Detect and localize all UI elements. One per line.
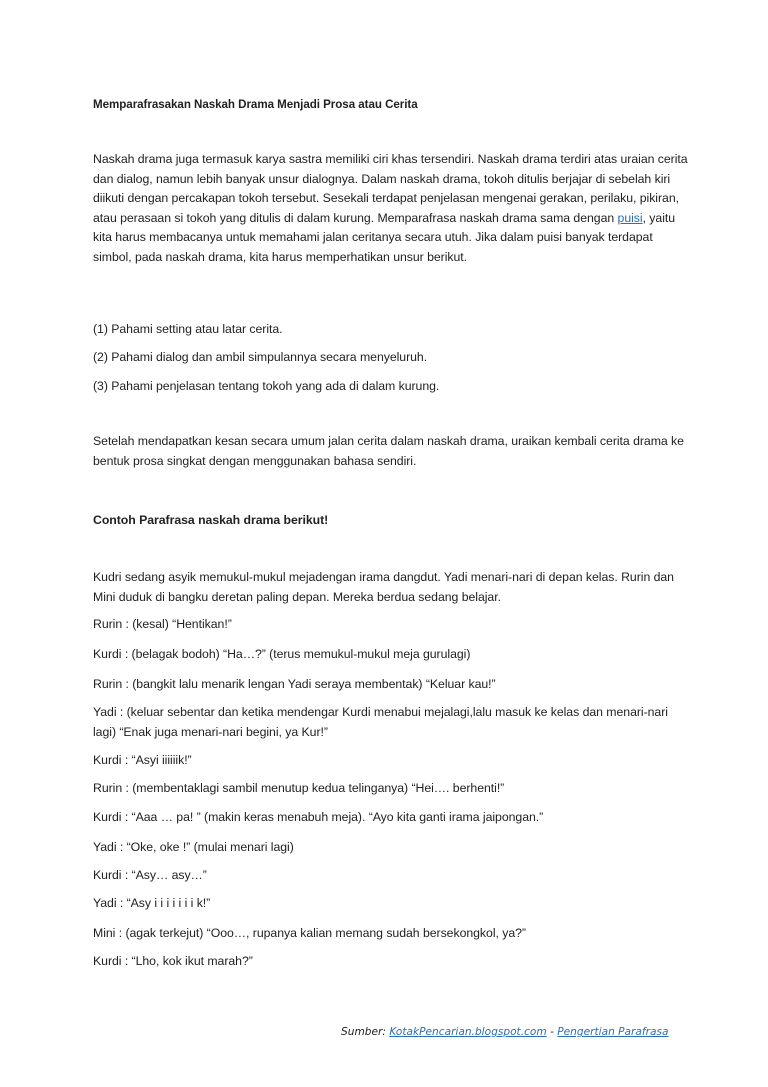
source-footer	[341, 1026, 669, 1038]
puisi-link[interactable]: puisi	[617, 210, 643, 225]
dialog-line: Kurdi : (belagak bodoh) “Ha…?” (terus memukul-mukul meja gurulagi)	[93, 647, 471, 661]
dialog-line: Kurdi : “Asy… asy…”	[93, 868, 207, 882]
topic-link[interactable]: Pengertian Parafrasa	[557, 1026, 669, 1038]
step-item: (2) Pahami dialog dan ambil simpulannya secara menyeluruh.	[93, 350, 428, 364]
intro-text-before-link: Naskah drama juga termasuk karya sastra memiliki ciri khas tersendiri. Naskah drama terdiri atas uraian cerita dan dialog, namun lebih banyak unsur dialognya. Dalam naskah drama, tokoh ditulis berjajar di sebelah kiri diikuti dengan percakapan tokoh tersebut. Sesekali terdapat penjelasan mengenai gerakan, perilaku, pikiran, atau perasaan si tokoh yang ditulis di dalam kurung. Memparafrasa naskah drama sama dengan	[93, 152, 688, 225]
dialog-line: Rurin : (kesal) “Hentikan!”	[93, 617, 232, 631]
dialog-line: Yadi : (keluar sebentar dan ketika mendengar Kurdi menabui mejalagi,lalu masuk ke kelas dan menari-nari lagi) “Enak juga menari-nari begini, ya Kur!”	[93, 705, 668, 739]
dialog-line: Yadi : “Asy i i i i i i i k!”	[93, 896, 211, 910]
page-title: Memparafrasakan Naskah Drama Menjadi Prosa atau Cerita	[93, 98, 418, 111]
dialog-line: Rurin : (membentaklagi sambil menutup kedua telinganya) “Hei…. berhenti!”	[93, 781, 505, 795]
dialog-line: Mini : (agak terkejut) “Ooo…, rupanya kalian memang sudah bersekongkol, ya?”	[93, 926, 526, 940]
dialog-line: Rurin : (bangkit lalu menarik lengan Yadi seraya membentak) “Keluar kau!”	[93, 677, 496, 691]
summary-paragraph: Setelah mendapatkan kesan secara umum jalan cerita dalam naskah drama, uraikan kembali cerita drama ke bentuk prosa singkat dengan menggunakan bahasa sendiri.	[93, 434, 684, 468]
intro-paragraph	[93, 150, 693, 267]
footer-separator: -	[550, 1026, 554, 1038]
dialog-line: Yadi : “Oke, oke !” (mulai menari lagi)	[93, 840, 294, 854]
step-item: (3) Pahami penjelasan tentang tokoh yang ada di dalam kurung.	[93, 379, 440, 393]
example-heading: Contoh Parafrasa naskah drama berikut!	[93, 513, 329, 527]
scene-description: Kudri sedang asyik memukul-mukul mejadengan irama dangdut. Yadi menari-nari di depan kelas. Rurin dan Mini duduk di bangku deretan paling depan. Mereka berdua sedang belajar.	[93, 570, 674, 604]
dialog-line: Kurdi : “Lho, kok ikut marah?”	[93, 954, 253, 968]
dialog-line: Kurdi : “Aaa … pa! ” (makin keras menabuh meja). “Ayo kita ganti irama jaipongan.”	[93, 810, 544, 824]
dialog-line: Kurdi : “Asyi iiiiiik!”	[93, 753, 192, 767]
source-link[interactable]: KotakPencarian.blogspot.com	[389, 1026, 547, 1038]
step-item: (1) Pahami setting atau latar cerita.	[93, 322, 283, 336]
intro-text-after-link: , yaitu kita harus membacanya untuk memahami jalan ceritanya secara utuh. Jika dalam puisi banyak terdapat simbol, pada naskah drama, kita harus memperhatikan unsur berikut.	[93, 210, 676, 264]
source-label: Sumber:	[341, 1026, 386, 1038]
